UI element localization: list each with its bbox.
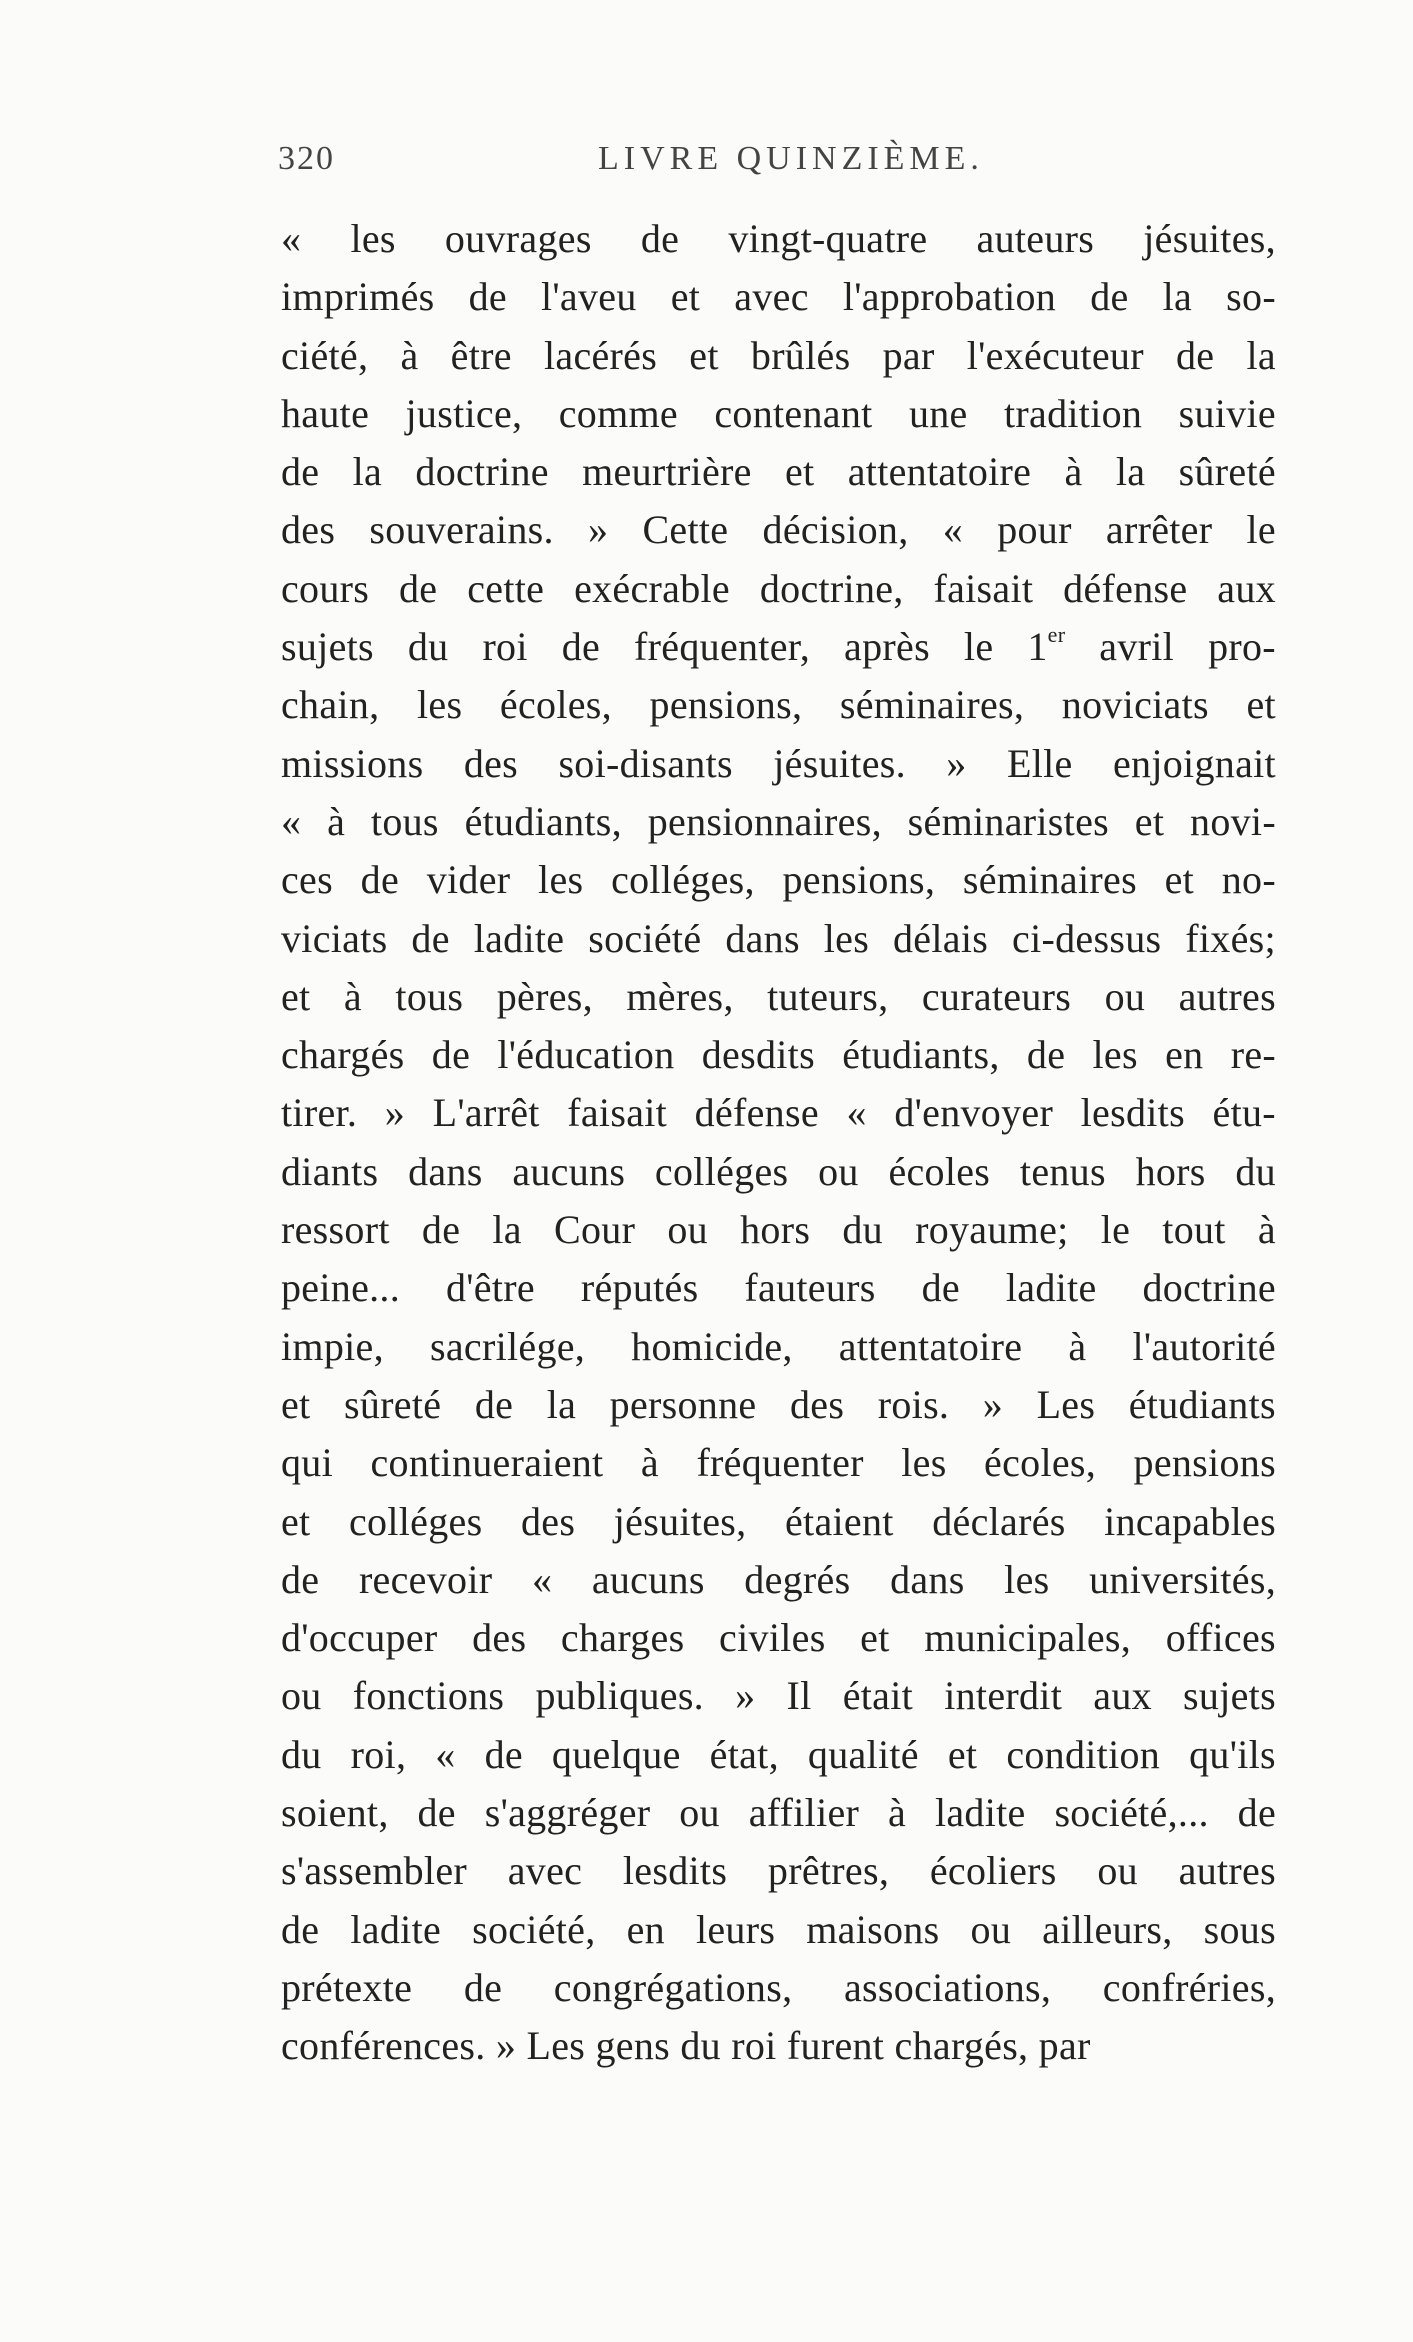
text-line: du roi, « de quelque état, qualité et condition qu'ils [281,1731,1276,1777]
text-line: « les ouvrages de vingt-quatre auteurs jésuites, [281,216,1276,261]
text-line: ciété, à être lacérés et brûlés par l'exécuteur de la [281,332,1276,378]
text-line: chargés de l'éducation desdits étudiants, de les en re- [281,1032,1276,1078]
text-line: ou fonctions publiques. » Il était interdit aux sujets [281,1673,1276,1719]
text-line: des souverains. » Cette décision, « pour arrêter le [281,507,1276,553]
text-line: viciats de ladite société dans les délais ci-dessus fixés; [281,915,1276,961]
text-line: ces de vider les colléges, pensions, séminaires et no- [281,857,1276,903]
text-line: chain, les écoles, pensions, séminaires, noviciats et [281,682,1276,728]
text-line: d'occuper des charges civiles et municipales, offices [281,1615,1276,1661]
text-line: prétexte de congrégations, associations, confréries, [281,1964,1276,2010]
text-line: peine... d'être réputés fauteurs de ladite doctrine [281,1265,1276,1311]
text-line: haute justice, comme contenant une tradition suivie [281,390,1276,436]
text-line: de ladite société, en leurs maisons ou ailleurs, sous [281,1906,1276,1952]
text-line: et à tous pères, mères, tuteurs, curateurs ou autres [281,973,1276,1019]
text-line: de recevoir « aucuns degrés dans les universités, [281,1556,1276,1602]
text-line: et sûreté de la personne des rois. » Les étudiants [281,1381,1276,1427]
page-header [278,140,1278,184]
text-line: missions des soi-disants jésuites. » Elle enjoignait [281,740,1276,786]
text-line: ressort de la Cour ou hors du royaume; le tout à [281,1207,1276,1253]
body-text [281,210,1276,2076]
text-line: de la doctrine meurtrière et attentatoire à la sûreté [281,449,1276,495]
text-line: impie, sacrilége, homicide, attentatoire à l'autorité [281,1323,1276,1369]
running-title: LIVRE QUINZIÈME. [598,140,984,177]
text-line: qui continueraient à fréquenter les écoles, pensions [281,1440,1276,1486]
text-line: soient, de s'aggréger ou affilier à ladite société,... de [281,1790,1276,1836]
text-line: diants dans aucuns colléges ou écoles tenus hors du [281,1148,1276,1194]
text-line: et colléges des jésuites, étaient déclarés incapables [281,1498,1276,1544]
text-line: s'assembler avec lesdits prêtres, écoliers ou autres [281,1848,1276,1894]
text-line: « à tous étudiants, pensionnaires, séminaristes et novi- [281,798,1276,844]
page-number: 320 [278,140,335,177]
text-line: imprimés de l'aveu et avec l'approbation de la so- [281,274,1276,320]
text-line: sujets du roi de fréquenter, après le 1er avril pro- [281,622,1276,670]
text-line: conférences. » Les gens du roi furent chargés, par [281,2023,1091,2069]
text-line: tirer. » L'arrêt faisait défense « d'envoyer lesdits étu- [281,1090,1276,1136]
text-line: cours de cette exécrable doctrine, faisait défense aux [281,565,1276,611]
